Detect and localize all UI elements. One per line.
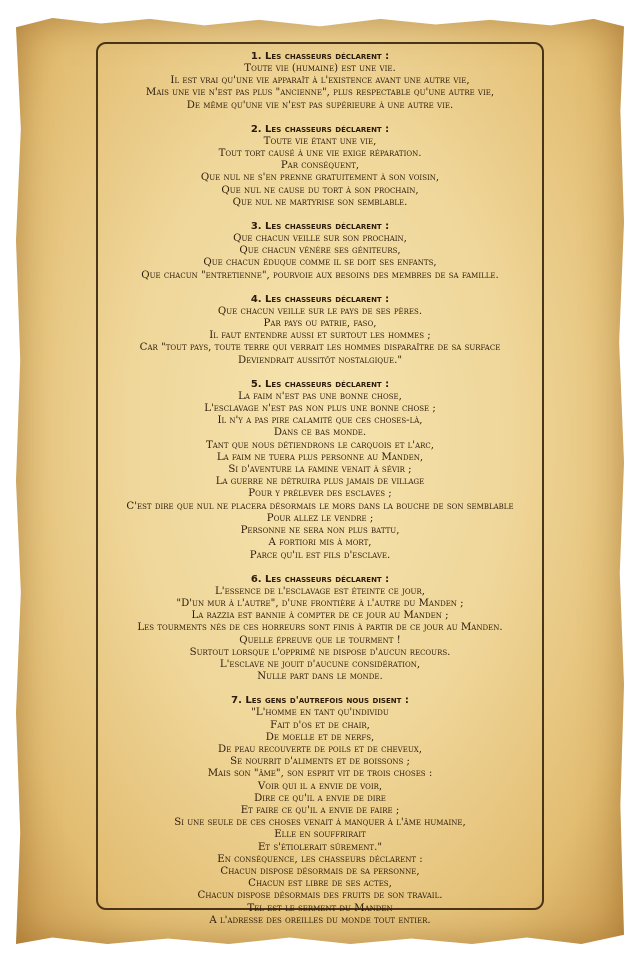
text-line: Nulle part dans le monde. [257, 671, 383, 683]
text-line: A l'adresse des oreilles du monde tout entier. [209, 914, 431, 926]
text-line: Car "tout pays, toute terre qui verrait les hommes disparaître de sa surface [139, 342, 501, 354]
text-line: Que chacun veille sur le pays de ses pères. [217, 305, 423, 317]
text-line: Tant que nous détiendrons le carquois et l'arc, [205, 439, 435, 451]
text-line: Deviendrait aussitôt nostalgique." [237, 354, 403, 366]
text-line: De moelle et de nerfs, [265, 731, 375, 743]
text-line: En conséquence, les chasseurs déclarent : [217, 853, 423, 865]
section-heading: 7. Les gens d'autrefois nous disent : [231, 695, 409, 707]
text-line: Toute vie (humaine) est une vie. [244, 63, 396, 74]
text-line: La faim n'est pas une bonne chose, [238, 390, 402, 402]
section-heading: 6. Les chasseurs déclarent : [250, 573, 390, 585]
text-line: Que chacun vénère ses géniteurs, [239, 245, 401, 257]
text-line: Dans ce bas monde. [273, 427, 367, 439]
text-line: Dire ce qu'il a envie de dire [254, 792, 386, 804]
section-4 [100, 293, 540, 367]
text-line: Les tourments nés de ces horreurs sont finis à partir de ce jour au Manden. [137, 622, 503, 634]
text-line: Il faut entendre aussi et surtout les hommes ; [209, 330, 431, 342]
text-line: La faim ne tuera plus personne au Manden, [216, 451, 424, 463]
text-line: Que nul ne s'en prenne gratuitement à son voisin, [200, 172, 440, 184]
text-line: L'esclave ne jouit d'aucune considération, [219, 658, 421, 670]
text-line: Pour allez le vendre ; [266, 512, 374, 524]
text-line: Surtout lorsque l'opprimé ne dispose d'aucun recours. [189, 646, 451, 658]
section-heading: 3. Les chasseurs déclarent : [250, 221, 390, 233]
text-line: Chacun est libre de ses actes, [248, 878, 392, 890]
text-line: Il n'y a pas pire calamité que ces choses-là, [217, 415, 423, 427]
section-2 [100, 123, 540, 209]
text-line: Quelle épreuve que le tourment ! [239, 634, 401, 646]
section-6 [100, 573, 540, 684]
charter-text [100, 50, 540, 938]
section-heading: 4. Les chasseurs déclarent : [250, 293, 390, 305]
section-heading: 2. Les chasseurs déclarent : [250, 123, 390, 135]
text-line: Si d'aventure la famine venait à sévir ; [228, 464, 412, 476]
section-7 [100, 694, 540, 927]
text-line: Si une seule de ces choses venait à manquer à l'âme humaine, [174, 817, 466, 829]
text-line: Tout tort causé à une vie exige réparation. [218, 148, 422, 160]
text-line: Elle en souffrirait [274, 829, 366, 841]
text-line: Voir qui il a envie de voir, [257, 780, 383, 792]
text-line: Que chacun "entretienne", pourvoie aux besoins des membres de sa famille. [141, 269, 499, 281]
text-line: Que chacun éduque comme il se doit ses enfants, [203, 257, 437, 269]
text-line: La guerre ne détruira plus jamais de village [215, 476, 425, 488]
text-line: Toute vie étant une vie, [263, 135, 377, 147]
text-line: Tel est le serment du Manden [247, 902, 393, 914]
text-line: Que nul ne cause du tort à son prochain, [221, 184, 419, 196]
text-line: Personne ne sera non plus battu, [240, 525, 400, 537]
text-line: De même qu'une vie n'est pas supérieure à une autre vie. [186, 99, 454, 111]
text-line: L'esclavage n'est pas non plus une bonne chose ; [204, 403, 436, 415]
text-line: Chacun dispose désormais de sa personne, [220, 865, 420, 877]
text-line: Et s'étiolerait sûrement." [257, 841, 383, 853]
text-line: Parce qu'il est fils d'esclave. [249, 549, 391, 561]
section-1 [100, 50, 540, 112]
text-line: C'est dire que nul ne placera désormais le mors dans la bouche de son semblable [126, 500, 514, 512]
text-line: "D'un mur à l'autre", d'une frontière à l'autre du Manden ; [176, 597, 464, 609]
text-line: "L'homme en tant qu'individu [251, 707, 389, 719]
text-line: Se nourrit d'aliments et de boissons ; [230, 756, 410, 768]
text-line: Que chacun veille sur son prochain, [233, 233, 407, 245]
text-line: Et faire ce qu'il a envie de faire ; [240, 804, 400, 816]
text-line: L'essence de l'esclavage est éteinte ce jour, [215, 585, 425, 597]
text-line: Par pays ou patrie, faso, [263, 318, 377, 330]
text-line: Mais son "âme", son esprit vit de trois choses : [207, 768, 433, 780]
text-line: Fait d'os et de chair, [270, 719, 370, 731]
section-3 [100, 220, 540, 282]
text-line: Il est vrai qu'une vie apparaît à l'existence avant une autre vie, [170, 75, 470, 87]
section-heading: 1. Les chasseurs déclarent : [250, 51, 390, 62]
text-line: Chacun dispose désormais des fruits de son travail. [197, 890, 443, 902]
text-line: A fortiori mis à mort, [268, 537, 372, 549]
text-line: Que nul ne martyrise son semblable. [232, 196, 408, 208]
text-line: Pour y prélever des esclaves ; [248, 488, 392, 500]
text-line: De peau recouverte de poils et de cheveux, [218, 743, 422, 755]
text-line: Mais une vie n'est pas plus "ancienne", plus respectable qu'une autre vie, [145, 87, 495, 99]
section-5 [100, 378, 540, 562]
section-heading: 5. Les chasseurs déclarent : [250, 378, 390, 390]
text-line: Par conséquent, [280, 160, 360, 172]
text-line: La razzia est bannie à compter de ce jour au Manden ; [191, 610, 449, 622]
